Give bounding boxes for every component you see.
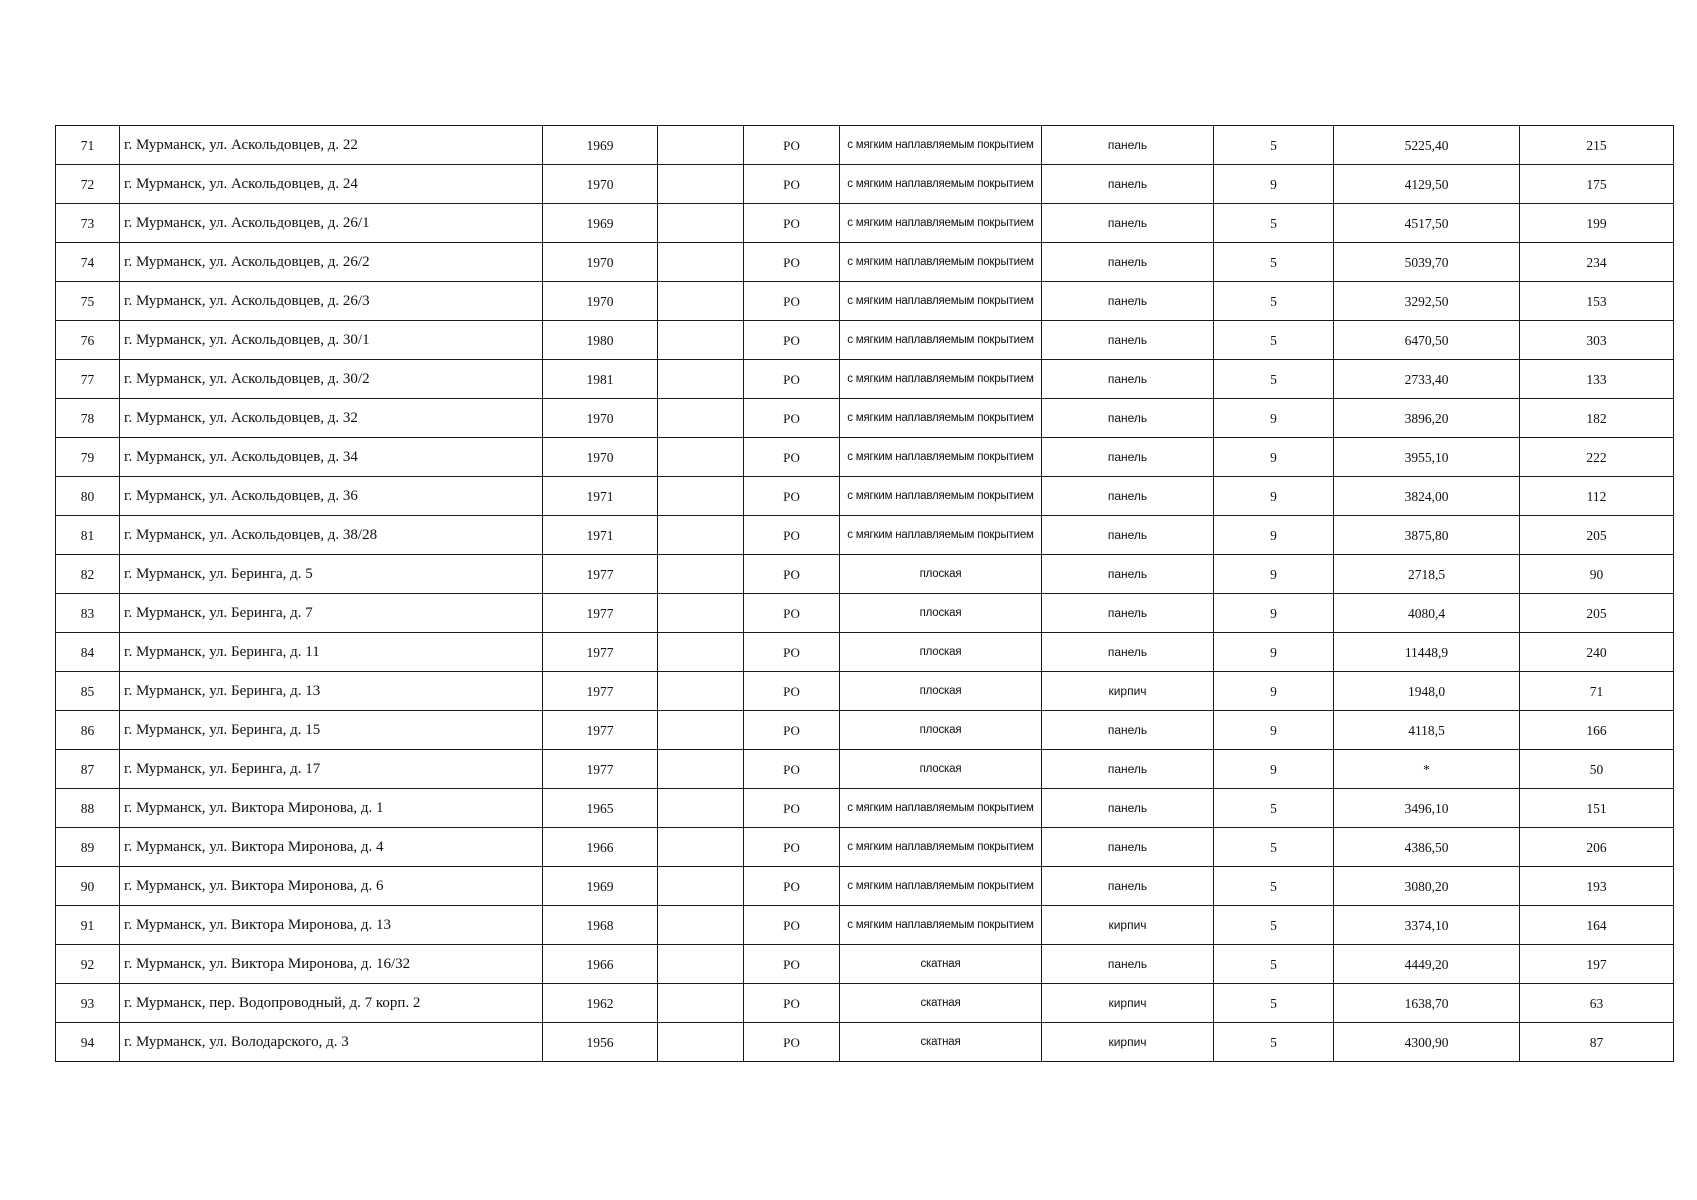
cell-empty <box>658 984 744 1023</box>
cell-roof-type: с мягким наплавляемым покрытием <box>840 789 1042 828</box>
cell-empty <box>658 438 744 477</box>
cell-empty <box>658 516 744 555</box>
cell-roof-type: плоская <box>840 672 1042 711</box>
table-row <box>56 243 1674 282</box>
cell-wall-material: панель <box>1042 594 1214 633</box>
cell-wall-material: панель <box>1042 750 1214 789</box>
cell-row-number: 85 <box>56 672 120 711</box>
cell-empty <box>658 360 744 399</box>
cell-year-built: 1971 <box>543 477 658 516</box>
cell-residents: 205 <box>1520 516 1674 555</box>
cell-program: РО <box>744 165 840 204</box>
cell-year-built: 1970 <box>543 438 658 477</box>
cell-program: РО <box>744 126 840 165</box>
cell-roof-type: с мягким наплавляемым покрытием <box>840 828 1042 867</box>
table-row <box>56 477 1674 516</box>
cell-year-built: 1971 <box>543 516 658 555</box>
cell-wall-material: панель <box>1042 204 1214 243</box>
cell-area: 3496,10 <box>1334 789 1520 828</box>
cell-area: 2718,5 <box>1334 555 1520 594</box>
cell-address: г. Мурманск, ул. Аскольдовцев, д. 36 <box>120 477 543 516</box>
cell-address: г. Мурманск, ул. Аскольдовцев, д. 26/2 <box>120 243 543 282</box>
cell-empty <box>658 633 744 672</box>
cell-year-built: 1977 <box>543 711 658 750</box>
cell-area: 6470,50 <box>1334 321 1520 360</box>
table-row <box>56 204 1674 243</box>
cell-area: 11448,9 <box>1334 633 1520 672</box>
cell-empty <box>658 399 744 438</box>
cell-wall-material: кирпич <box>1042 984 1214 1023</box>
cell-residents: 133 <box>1520 360 1674 399</box>
cell-empty <box>658 282 744 321</box>
cell-roof-type: скатная <box>840 945 1042 984</box>
cell-address: г. Мурманск, ул. Володарского, д. 3 <box>120 1023 543 1062</box>
cell-wall-material: панель <box>1042 282 1214 321</box>
cell-residents: 222 <box>1520 438 1674 477</box>
cell-row-number: 71 <box>56 126 120 165</box>
cell-roof-type: с мягким наплавляемым покрытием <box>840 906 1042 945</box>
cell-roof-type: с мягким наплавляемым покрытием <box>840 438 1042 477</box>
cell-wall-material: кирпич <box>1042 906 1214 945</box>
cell-address: г. Мурманск, пер. Водопроводный, д. 7 корп. 2 <box>120 984 543 1023</box>
cell-floors: 5 <box>1214 204 1334 243</box>
cell-wall-material: кирпич <box>1042 672 1214 711</box>
table-row <box>56 165 1674 204</box>
cell-area: 5039,70 <box>1334 243 1520 282</box>
cell-row-number: 76 <box>56 321 120 360</box>
cell-row-number: 80 <box>56 477 120 516</box>
cell-floors: 5 <box>1214 282 1334 321</box>
cell-empty <box>658 750 744 789</box>
cell-residents: 206 <box>1520 828 1674 867</box>
table-row <box>56 867 1674 906</box>
cell-row-number: 92 <box>56 945 120 984</box>
cell-address: г. Мурманск, ул. Виктора Миронова, д. 6 <box>120 867 543 906</box>
cell-address: г. Мурманск, ул. Аскольдовцев, д. 30/1 <box>120 321 543 360</box>
cell-year-built: 1966 <box>543 945 658 984</box>
cell-row-number: 74 <box>56 243 120 282</box>
cell-area: 5225,40 <box>1334 126 1520 165</box>
cell-area: 4449,20 <box>1334 945 1520 984</box>
cell-address: г. Мурманск, ул. Беринга, д. 7 <box>120 594 543 633</box>
cell-year-built: 1977 <box>543 672 658 711</box>
table-row <box>56 360 1674 399</box>
cell-address: г. Мурманск, ул. Аскольдовцев, д. 26/3 <box>120 282 543 321</box>
table-row <box>56 828 1674 867</box>
cell-row-number: 88 <box>56 789 120 828</box>
cell-floors: 5 <box>1214 867 1334 906</box>
table-row <box>56 282 1674 321</box>
cell-address: г. Мурманск, ул. Беринга, д. 5 <box>120 555 543 594</box>
cell-residents: 240 <box>1520 633 1674 672</box>
table-row <box>56 945 1674 984</box>
cell-year-built: 1969 <box>543 204 658 243</box>
cell-residents: 175 <box>1520 165 1674 204</box>
cell-floors: 5 <box>1214 906 1334 945</box>
cell-area: 3292,50 <box>1334 282 1520 321</box>
cell-address: г. Мурманск, ул. Виктора Миронова, д. 1 <box>120 789 543 828</box>
cell-address: г. Мурманск, ул. Беринга, д. 11 <box>120 633 543 672</box>
cell-area: 1638,70 <box>1334 984 1520 1023</box>
table-row <box>56 594 1674 633</box>
cell-area: * <box>1334 750 1520 789</box>
cell-address: г. Мурманск, ул. Аскольдовцев, д. 38/28 <box>120 516 543 555</box>
cell-program: РО <box>744 828 840 867</box>
cell-row-number: 93 <box>56 984 120 1023</box>
cell-wall-material: панель <box>1042 126 1214 165</box>
cell-area: 3875,80 <box>1334 516 1520 555</box>
cell-address: г. Мурманск, ул. Аскольдовцев, д. 24 <box>120 165 543 204</box>
cell-area: 3080,20 <box>1334 867 1520 906</box>
cell-wall-material: панель <box>1042 243 1214 282</box>
cell-program: РО <box>744 1023 840 1062</box>
cell-area: 4300,90 <box>1334 1023 1520 1062</box>
cell-address: г. Мурманск, ул. Аскольдовцев, д. 34 <box>120 438 543 477</box>
cell-year-built: 1965 <box>543 789 658 828</box>
cell-row-number: 75 <box>56 282 120 321</box>
cell-residents: 197 <box>1520 945 1674 984</box>
cell-roof-type: плоская <box>840 633 1042 672</box>
cell-row-number: 78 <box>56 399 120 438</box>
cell-wall-material: панель <box>1042 633 1214 672</box>
cell-floors: 5 <box>1214 321 1334 360</box>
cell-wall-material: панель <box>1042 555 1214 594</box>
cell-row-number: 73 <box>56 204 120 243</box>
cell-floors: 5 <box>1214 360 1334 399</box>
cell-address: г. Мурманск, ул. Виктора Миронова, д. 16/32 <box>120 945 543 984</box>
cell-residents: 112 <box>1520 477 1674 516</box>
cell-address: г. Мурманск, ул. Беринга, д. 17 <box>120 750 543 789</box>
cell-row-number: 94 <box>56 1023 120 1062</box>
cell-empty <box>658 165 744 204</box>
cell-roof-type: плоская <box>840 555 1042 594</box>
cell-area: 4118,5 <box>1334 711 1520 750</box>
cell-wall-material: панель <box>1042 477 1214 516</box>
cell-row-number: 86 <box>56 711 120 750</box>
cell-area: 4080,4 <box>1334 594 1520 633</box>
cell-program: РО <box>744 204 840 243</box>
cell-residents: 303 <box>1520 321 1674 360</box>
cell-wall-material: панель <box>1042 399 1214 438</box>
cell-floors: 5 <box>1214 1023 1334 1062</box>
cell-residents: 71 <box>1520 672 1674 711</box>
cell-program: РО <box>744 399 840 438</box>
table-row <box>56 1023 1674 1062</box>
cell-program: РО <box>744 321 840 360</box>
cell-floors: 9 <box>1214 633 1334 672</box>
cell-floors: 9 <box>1214 477 1334 516</box>
cell-program: РО <box>744 477 840 516</box>
cell-area: 4517,50 <box>1334 204 1520 243</box>
cell-residents: 182 <box>1520 399 1674 438</box>
cell-floors: 5 <box>1214 126 1334 165</box>
cell-residents: 153 <box>1520 282 1674 321</box>
cell-year-built: 1977 <box>543 750 658 789</box>
cell-row-number: 82 <box>56 555 120 594</box>
cell-residents: 63 <box>1520 984 1674 1023</box>
cell-year-built: 1981 <box>543 360 658 399</box>
cell-empty <box>658 204 744 243</box>
cell-area: 3824,00 <box>1334 477 1520 516</box>
cell-roof-type: с мягким наплавляемым покрытием <box>840 165 1042 204</box>
cell-program: РО <box>744 438 840 477</box>
cell-program: РО <box>744 555 840 594</box>
cell-floors: 9 <box>1214 711 1334 750</box>
cell-row-number: 91 <box>56 906 120 945</box>
cell-year-built: 1970 <box>543 165 658 204</box>
cell-floors: 5 <box>1214 984 1334 1023</box>
cell-address: г. Мурманск, ул. Виктора Миронова, д. 13 <box>120 906 543 945</box>
table-row <box>56 750 1674 789</box>
cell-wall-material: панель <box>1042 711 1214 750</box>
cell-year-built: 1970 <box>543 282 658 321</box>
cell-roof-type: с мягким наплавляемым покрытием <box>840 126 1042 165</box>
cell-floors: 5 <box>1214 828 1334 867</box>
cell-roof-type: с мягким наплавляемым покрытием <box>840 243 1042 282</box>
cell-area: 4129,50 <box>1334 165 1520 204</box>
cell-program: РО <box>744 282 840 321</box>
cell-empty <box>658 594 744 633</box>
housing-table <box>55 125 1674 1062</box>
cell-empty <box>658 945 744 984</box>
cell-empty <box>658 672 744 711</box>
cell-floors: 5 <box>1214 243 1334 282</box>
cell-area: 2733,40 <box>1334 360 1520 399</box>
cell-residents: 193 <box>1520 867 1674 906</box>
cell-year-built: 1966 <box>543 828 658 867</box>
cell-row-number: 81 <box>56 516 120 555</box>
cell-program: РО <box>744 711 840 750</box>
cell-roof-type: с мягким наплавляемым покрытием <box>840 321 1042 360</box>
cell-empty <box>658 828 744 867</box>
cell-residents: 90 <box>1520 555 1674 594</box>
cell-row-number: 79 <box>56 438 120 477</box>
cell-area: 1948,0 <box>1334 672 1520 711</box>
cell-row-number: 89 <box>56 828 120 867</box>
cell-empty <box>658 555 744 594</box>
cell-residents: 234 <box>1520 243 1674 282</box>
table-row <box>56 126 1674 165</box>
cell-year-built: 1968 <box>543 906 658 945</box>
table-row <box>56 321 1674 360</box>
cell-row-number: 87 <box>56 750 120 789</box>
cell-year-built: 1970 <box>543 399 658 438</box>
cell-empty <box>658 477 744 516</box>
cell-wall-material: панель <box>1042 789 1214 828</box>
cell-residents: 164 <box>1520 906 1674 945</box>
cell-residents: 166 <box>1520 711 1674 750</box>
cell-floors: 9 <box>1214 438 1334 477</box>
cell-program: РО <box>744 243 840 282</box>
cell-program: РО <box>744 672 840 711</box>
cell-program: РО <box>744 789 840 828</box>
cell-floors: 9 <box>1214 594 1334 633</box>
table-row <box>56 672 1674 711</box>
cell-floors: 5 <box>1214 789 1334 828</box>
cell-year-built: 1977 <box>543 594 658 633</box>
cell-program: РО <box>744 945 840 984</box>
cell-program: РО <box>744 633 840 672</box>
cell-year-built: 1962 <box>543 984 658 1023</box>
cell-program: РО <box>744 360 840 399</box>
cell-area: 4386,50 <box>1334 828 1520 867</box>
cell-empty <box>658 906 744 945</box>
cell-wall-material: панель <box>1042 360 1214 399</box>
cell-address: г. Мурманск, ул. Аскольдовцев, д. 26/1 <box>120 204 543 243</box>
cell-residents: 87 <box>1520 1023 1674 1062</box>
cell-floors: 9 <box>1214 516 1334 555</box>
cell-floors: 9 <box>1214 672 1334 711</box>
cell-address: г. Мурманск, ул. Беринга, д. 13 <box>120 672 543 711</box>
cell-row-number: 72 <box>56 165 120 204</box>
cell-residents: 215 <box>1520 126 1674 165</box>
cell-roof-type: с мягким наплавляемым покрытием <box>840 516 1042 555</box>
cell-address: г. Мурманск, ул. Беринга, д. 15 <box>120 711 543 750</box>
cell-roof-type: с мягким наплавляемым покрытием <box>840 282 1042 321</box>
cell-program: РО <box>744 906 840 945</box>
cell-roof-type: с мягким наплавляемым покрытием <box>840 867 1042 906</box>
table-row <box>56 399 1674 438</box>
table-row <box>56 633 1674 672</box>
cell-row-number: 90 <box>56 867 120 906</box>
cell-roof-type: скатная <box>840 984 1042 1023</box>
cell-floors: 9 <box>1214 555 1334 594</box>
cell-empty <box>658 126 744 165</box>
cell-floors: 5 <box>1214 945 1334 984</box>
table-row <box>56 789 1674 828</box>
cell-area: 3955,10 <box>1334 438 1520 477</box>
cell-row-number: 83 <box>56 594 120 633</box>
cell-empty <box>658 321 744 360</box>
cell-wall-material: панель <box>1042 321 1214 360</box>
cell-roof-type: с мягким наплавляемым покрытием <box>840 477 1042 516</box>
cell-residents: 50 <box>1520 750 1674 789</box>
cell-roof-type: плоская <box>840 750 1042 789</box>
cell-floors: 9 <box>1214 750 1334 789</box>
cell-program: РО <box>744 516 840 555</box>
cell-empty <box>658 1023 744 1062</box>
cell-floors: 9 <box>1214 165 1334 204</box>
cell-year-built: 1956 <box>543 1023 658 1062</box>
cell-residents: 151 <box>1520 789 1674 828</box>
table-row <box>56 438 1674 477</box>
cell-roof-type: с мягким наплавляемым покрытием <box>840 399 1042 438</box>
table-row <box>56 984 1674 1023</box>
cell-row-number: 84 <box>56 633 120 672</box>
cell-floors: 9 <box>1214 399 1334 438</box>
cell-residents: 205 <box>1520 594 1674 633</box>
cell-program: РО <box>744 867 840 906</box>
cell-wall-material: панель <box>1042 516 1214 555</box>
cell-address: г. Мурманск, ул. Виктора Миронова, д. 4 <box>120 828 543 867</box>
cell-empty <box>658 789 744 828</box>
cell-wall-material: панель <box>1042 828 1214 867</box>
table-row <box>56 555 1674 594</box>
table-body <box>56 126 1674 1062</box>
cell-program: РО <box>744 750 840 789</box>
cell-year-built: 1969 <box>543 867 658 906</box>
cell-residents: 199 <box>1520 204 1674 243</box>
cell-address: г. Мурманск, ул. Аскольдовцев, д. 22 <box>120 126 543 165</box>
cell-area: 3374,10 <box>1334 906 1520 945</box>
cell-year-built: 1969 <box>543 126 658 165</box>
cell-address: г. Мурманск, ул. Аскольдовцев, д. 30/2 <box>120 360 543 399</box>
cell-year-built: 1970 <box>543 243 658 282</box>
cell-year-built: 1977 <box>543 633 658 672</box>
cell-empty <box>658 867 744 906</box>
cell-wall-material: панель <box>1042 165 1214 204</box>
cell-program: РО <box>744 594 840 633</box>
table-row <box>56 711 1674 750</box>
cell-wall-material: кирпич <box>1042 1023 1214 1062</box>
cell-empty <box>658 711 744 750</box>
table-row <box>56 516 1674 555</box>
cell-year-built: 1980 <box>543 321 658 360</box>
table-row <box>56 906 1674 945</box>
cell-address: г. Мурманск, ул. Аскольдовцев, д. 32 <box>120 399 543 438</box>
cell-roof-type: с мягким наплавляемым покрытием <box>840 360 1042 399</box>
cell-empty <box>658 243 744 282</box>
cell-program: РО <box>744 984 840 1023</box>
cell-roof-type: плоская <box>840 711 1042 750</box>
cell-roof-type: скатная <box>840 1023 1042 1062</box>
cell-wall-material: панель <box>1042 945 1214 984</box>
cell-wall-material: панель <box>1042 438 1214 477</box>
cell-row-number: 77 <box>56 360 120 399</box>
cell-roof-type: с мягким наплавляемым покрытием <box>840 204 1042 243</box>
cell-wall-material: панель <box>1042 867 1214 906</box>
cell-roof-type: плоская <box>840 594 1042 633</box>
cell-area: 3896,20 <box>1334 399 1520 438</box>
cell-year-built: 1977 <box>543 555 658 594</box>
